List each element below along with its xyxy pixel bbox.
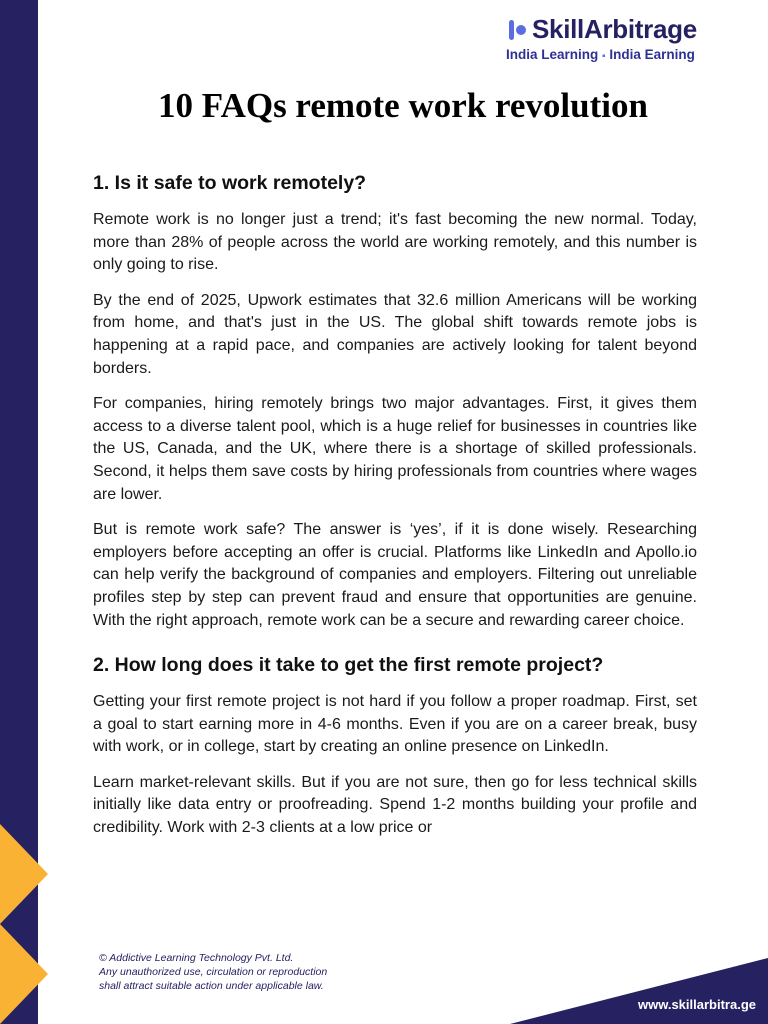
corner-shape [510,958,768,1024]
tagline-separator-icon: ▪ [602,51,606,62]
brand-logo [506,14,738,62]
copyright-line: © Addictive Learning Technology Pvt. Ltd. [99,952,294,964]
legal-line-2: shall attract suitable action under applicable law. [99,980,324,992]
website-link[interactable]: www.skillarbitra.ge [637,997,756,1012]
logo-mark-icon [506,17,528,43]
document-body [93,172,697,853]
faq-1-paragraph: But is remote work safe? The answer is ‘yes’, if it is done wisely. Researching employers before accepting an offer is crucial. Platforms like LinkedIn and Apollo.io can help verify the background of companies and employers. Filtering out unreliable profiles step by step can prevent fraud and ensure that opportunities are genuine. With the right approach, remote work can be a secure and rewarding career choice. [93,521,697,629]
tagline-right: India Earning [609,47,695,62]
faq-heading-2: 2. How long does it take to get the first remote project? [93,654,604,677]
footer-corner-banner [510,958,768,1024]
brand-name: SkillArbitrage [532,14,697,44]
document-title: 10 FAQs remote work revolution [158,86,648,125]
copyright-notice [99,951,327,993]
brand-tagline [506,47,738,62]
faq-2-paragraph: Getting your first remote project is not hard if you follow a proper roadmap. First, set a goal to start earning more in 4-6 months. Even if you are on a career break, busy with work, or in college, start by creating an online presence on LinkedIn. [93,693,697,756]
legal-line-1: Any unauthorized use, circulation or reproduction [99,966,328,978]
faq-2-paragraph: Learn market-relevant skills. But if you are not sure, then go for less technical skills initially like data entry or proofreading. Spend 1-2 months building your profile and credibility. Work with 2-3 clients at a low price or [93,773,697,837]
faq-1-paragraph: Remote work is no longer just a trend; it's fast becoming the new normal. Today, more than 28% of people across the world are working remotely, and this number is only going to rise. [93,211,697,274]
decorative-triangle-top [0,824,48,924]
tagline-left: India Learning [506,47,599,62]
faq-heading-1: 1. Is it safe to work remotely? [93,172,367,194]
decorative-triangle-bottom [0,924,48,1024]
faq-1-paragraph: By the end of 2025, Upwork estimates that 32.6 million Americans will be working from home, and that's just in the US. The global shift towards remote jobs is happening at a rapid pace, and companies are actively looking for talent beyond borders. [93,291,697,377]
faq-1-paragraph: For companies, hiring remotely brings two major advantages. First, it gives them access to a diverse talent pool, which is a huge relief for businesses in countries like the US, Canada, and the UK, where there is a shortage of skilled professionals. Second, it helps them save costs by hiring professionals from countries where wages are lower. [93,395,697,503]
